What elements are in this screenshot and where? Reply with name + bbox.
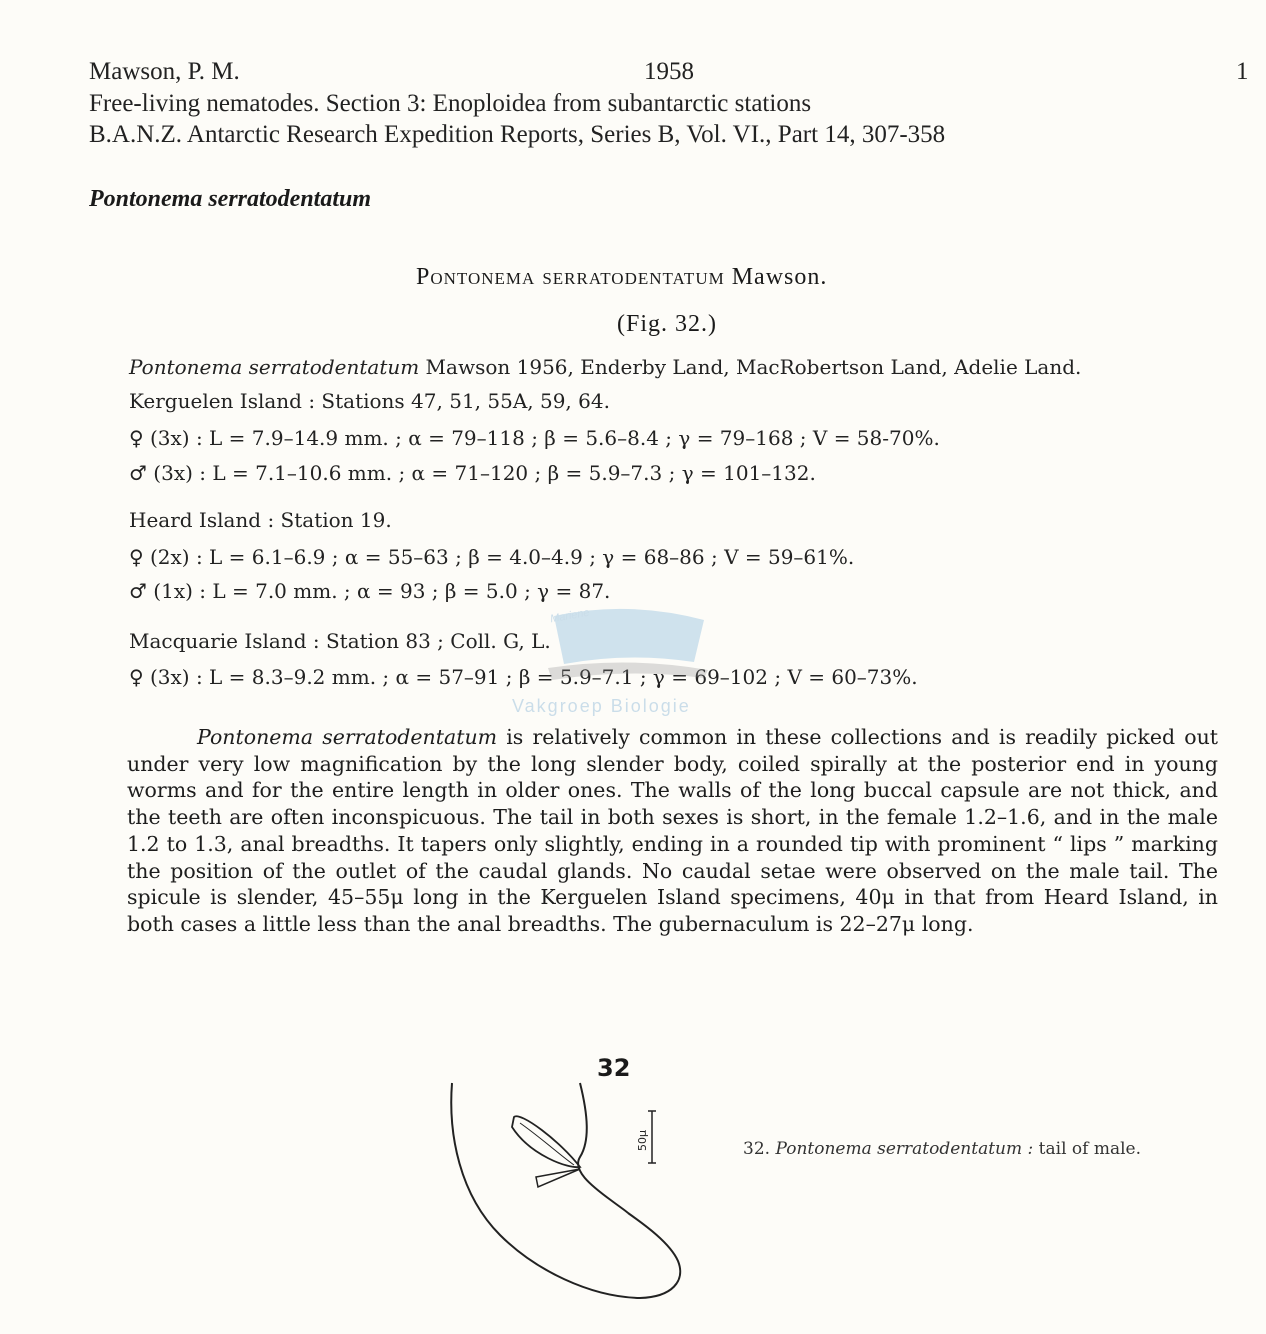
year: 1958 <box>644 58 694 85</box>
synonymy-species: Pontonema serratodentatum <box>129 355 420 379</box>
synonymy-line <box>129 355 1081 379</box>
title-species: serratodentatum <box>542 264 725 290</box>
paragraph-text: is relatively common in these collections and is readily picked out under very low magnification by the long slender body, coiled spirally at the posterior end in young worms and for the entire length in older ones. The walls of the long buccal capsule are not thick, and the teeth are often inconspicuous. The tail in both sexes is short, in the female 1.2–1.6, and in the male 1.2 to 1.3, anal breadths. It tapers only slightly, ending in a rounded tip with prominent “ lips ” marking the position of the outlet of the caudal glands. No caudal setae were observed on the male tail. The spicule is slender, 45–55μ long in the Kerguelen Island specimens, 40μ in that from Heard Island, in both cases a little less than the anal breadths. The gubernaculum is 22–27μ long. <box>127 725 1219 936</box>
caption-species: Pontonema serratodentatum : <box>775 1139 1034 1159</box>
caption-number: 32. <box>743 1139 771 1159</box>
tail-outline-outer <box>451 1083 680 1298</box>
title-genus: Pontonema <box>416 264 536 290</box>
tail-outline-inner <box>578 1083 628 1213</box>
page-number: 1 <box>1236 58 1249 85</box>
scale-label: 50μ <box>636 1130 649 1151</box>
title-author: Mawson. <box>731 264 828 290</box>
article-title <box>416 264 827 291</box>
caption-rest: tail of male. <box>1033 1139 1142 1159</box>
figure-drawing <box>440 1075 690 1310</box>
measurement-line: ♀ (2x) : L = 6.1–6.9 ; α = 55–63 ; β = 4.0–4.9 ; γ = 68–86 ; V = 59–61%. <box>129 545 855 569</box>
figure-number: 32 <box>597 1054 631 1082</box>
locality-heard: Heard Island : Station 19. <box>129 508 392 532</box>
watermark-main-text: Vakgroep Biologie <box>512 696 691 716</box>
description-paragraph <box>127 724 1218 938</box>
gubernaculum <box>536 1169 580 1187</box>
watermark-logo-icon <box>508 598 744 716</box>
figure-reference: (Fig. 32.) <box>617 311 717 337</box>
measurement-line: ♀ (3x) : L = 7.9–14.9 mm. ; α = 79–118 ; β = 5.6–8.4 ; γ = 79–168 ; V = 58-70%. <box>129 426 940 450</box>
author: Mawson, P. M. <box>89 58 240 85</box>
figure-caption <box>743 1139 1141 1159</box>
watermark-top-text: Mariene <box>549 606 591 626</box>
locality-kerguelen: Kerguelen Island : Stations 47, 51, 55A, 59, 64. <box>129 389 610 413</box>
citation: B.A.N.Z. Antarctic Research Expedition Reports, Series B, Vol. VI., Part 14, 307-358 <box>89 121 946 148</box>
measurement-line: ♂ (3x) : L = 7.1–10.6 mm. ; α = 71–120 ; β = 5.9–7.3 ; γ = 101–132. <box>129 461 816 485</box>
locality-macquarie: Macquarie Island : Station 83 ; Coll. G, L. <box>129 629 551 653</box>
library-watermark <box>508 598 744 716</box>
publication-title: Free-living nematodes. Section 3: Enoploidea from subantarctic stations <box>89 90 812 117</box>
paragraph-species: Pontonema serratodentatum <box>197 725 498 749</box>
synonymy-rest: Mawson 1956, Enderby Land, MacRobertson Land, Adelie Land. <box>419 355 1082 379</box>
spicule <box>512 1116 580 1167</box>
measurement-line: ♂ (1x) : L = 7.0 mm. ; α = 93 ; β = 5.0 ; γ = 87. <box>129 579 611 603</box>
measurement-line: ♀ (3x) : L = 8.3–9.2 mm. ; α = 57–91 ; β = 5.9–7.1 ; γ = 69–102 ; V = 60–73%. <box>129 665 918 689</box>
species-heading: Pontonema serratodentatum <box>89 186 372 212</box>
